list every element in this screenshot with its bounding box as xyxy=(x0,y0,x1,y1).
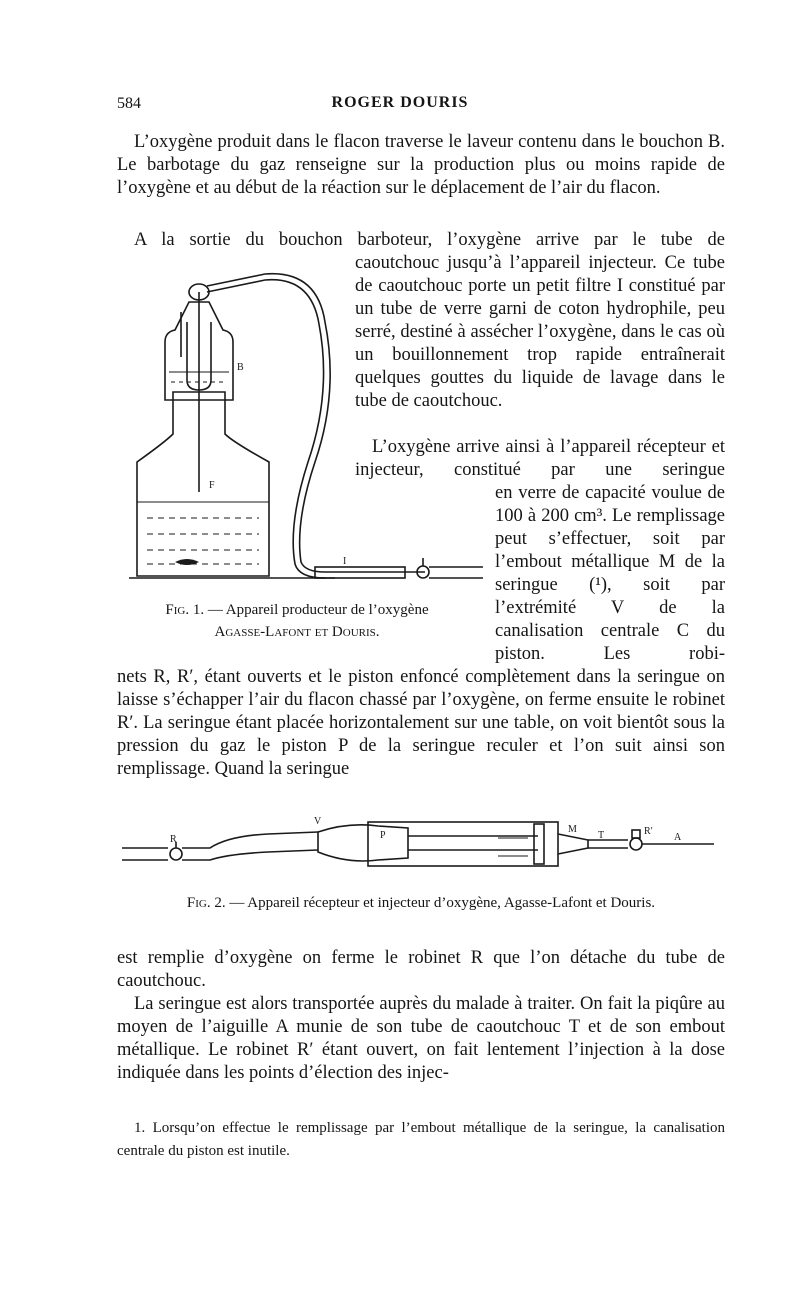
paragraph-3-full: nets R, R′, étant ouverts et le piston enfoncé complètement dans la seringue on laisse s’échapper l’air du flacon chassé par l’oxygène, on ferme ensuite le robinet R′. La seringue étant placée horizontalement sur une table, on voit bientôt sous la pression du gaz le piston P de la seringue reculer et l’on suit ainsi son remplissage. Quand la seringue xyxy=(117,667,725,779)
fig2-letter-v: V xyxy=(314,816,322,827)
figure-1-apparatus xyxy=(125,262,490,592)
footnote: 1. Lorsqu’on effectue le remplissage par l’embout métallique de la seringue, la canalisation centrale du piston est inutile. xyxy=(117,1120,725,1159)
figure-2-label: Fig. 2. xyxy=(186,895,226,911)
fig2-letter-r2: R′ xyxy=(644,826,653,837)
fig2-tube-t xyxy=(588,840,628,848)
paragraph-5: La seringue est alors transportée auprès du malade à traiter. On fait la piqûre au moyen de l’aiguille A munie de son tube de caoutchouc T et de son embout métallique. Le robinet R′ étant ouvert, on fait lentement l’injection à la dose indiquée dans les points d’élection des injec- xyxy=(117,994,725,1083)
running-head: ROGER DOURIS xyxy=(331,94,469,111)
paragraph-4: est remplie d’oxygène on ferme le robinet R que l’on détache du tube de caoutchouc. xyxy=(117,948,725,991)
paragraph-1: L’oxygène produit dans le flacon traverse le laveur contenu dans le bouchon B. Le barbotage du gaz renseigne sur la production plus ou moins rapide de l’oxygène et au début de la réaction sur le déplacement de l’air du flacon. xyxy=(117,132,725,198)
fig1-rubber-tube xyxy=(207,274,425,572)
fig2-letter-m: M xyxy=(568,824,577,835)
fig2-valve-r2 xyxy=(630,838,642,850)
fig2-rubber-tube xyxy=(182,832,318,860)
fig1-outlet xyxy=(429,567,483,578)
fig1-letter-i: I xyxy=(343,556,347,567)
fig1-letter-b: B xyxy=(237,362,244,373)
paragraph-2-top: A la sortie du bouchon barboteur, l’oxygène arrive par le tube de xyxy=(134,230,725,250)
figure-2-caption-text: — Appareil récepteur et injecteur d’oxygène, Agasse-Lafont et Douris. xyxy=(229,895,656,911)
figure-1-caption-line1: — Appareil producteur de l’oxygène xyxy=(207,602,429,618)
figure-1-caption xyxy=(117,599,477,643)
fig1-flask xyxy=(137,392,269,576)
fig2-valve-r2-stem xyxy=(632,830,640,838)
paragraph-3-side: L’oxygène arrive ainsi à l’appareil récepteur et injecteur, constitué par une seringue xyxy=(355,437,725,480)
figure-1-caption-line2: Agasse-Lafont et Douris. xyxy=(214,624,380,640)
figure-2-syringe xyxy=(118,808,718,880)
fig2-valve-r xyxy=(170,848,182,860)
page-number: 584 xyxy=(117,95,141,112)
fig2-letter-a: A xyxy=(674,832,682,843)
paragraph-3-narrow: en verre de capacité voulue de 100 à 200 cm³. Le remplissage peut s’effectuer, soit par l’embout métallique M de la seringue (¹), soit par l’extrémité V de la canalisation centrale C du piston. Les robi- xyxy=(495,483,725,664)
fig2-arrows xyxy=(498,838,528,856)
paragraph-2-side: caoutchouc jusqu’à l’appareil injecteur. Ce tube de caoutchouc porte un petit filtre I constitué par un tube de verre garni de coton hydrophile, peu serré, destiné à assécher l’oxygène, dans le cas où un bouillonnement trop rapide entraînerait quelques gouttes du liquide de lavage dans le tube de caoutchouc. xyxy=(355,253,725,411)
fig2-letter-r: R xyxy=(170,834,177,845)
fig1-letter-f: F xyxy=(209,480,215,491)
fig2-piston-handle xyxy=(318,825,408,861)
fig2-letter-p: P xyxy=(380,830,386,841)
fig2-nozzle xyxy=(558,834,588,854)
fig2-letter-t: T xyxy=(598,830,605,841)
fig2-left-tube xyxy=(122,848,168,860)
figure-1-label: Fig. 1. xyxy=(165,602,205,618)
figure-2-caption xyxy=(117,892,725,914)
fig2-piston-head xyxy=(534,824,544,864)
